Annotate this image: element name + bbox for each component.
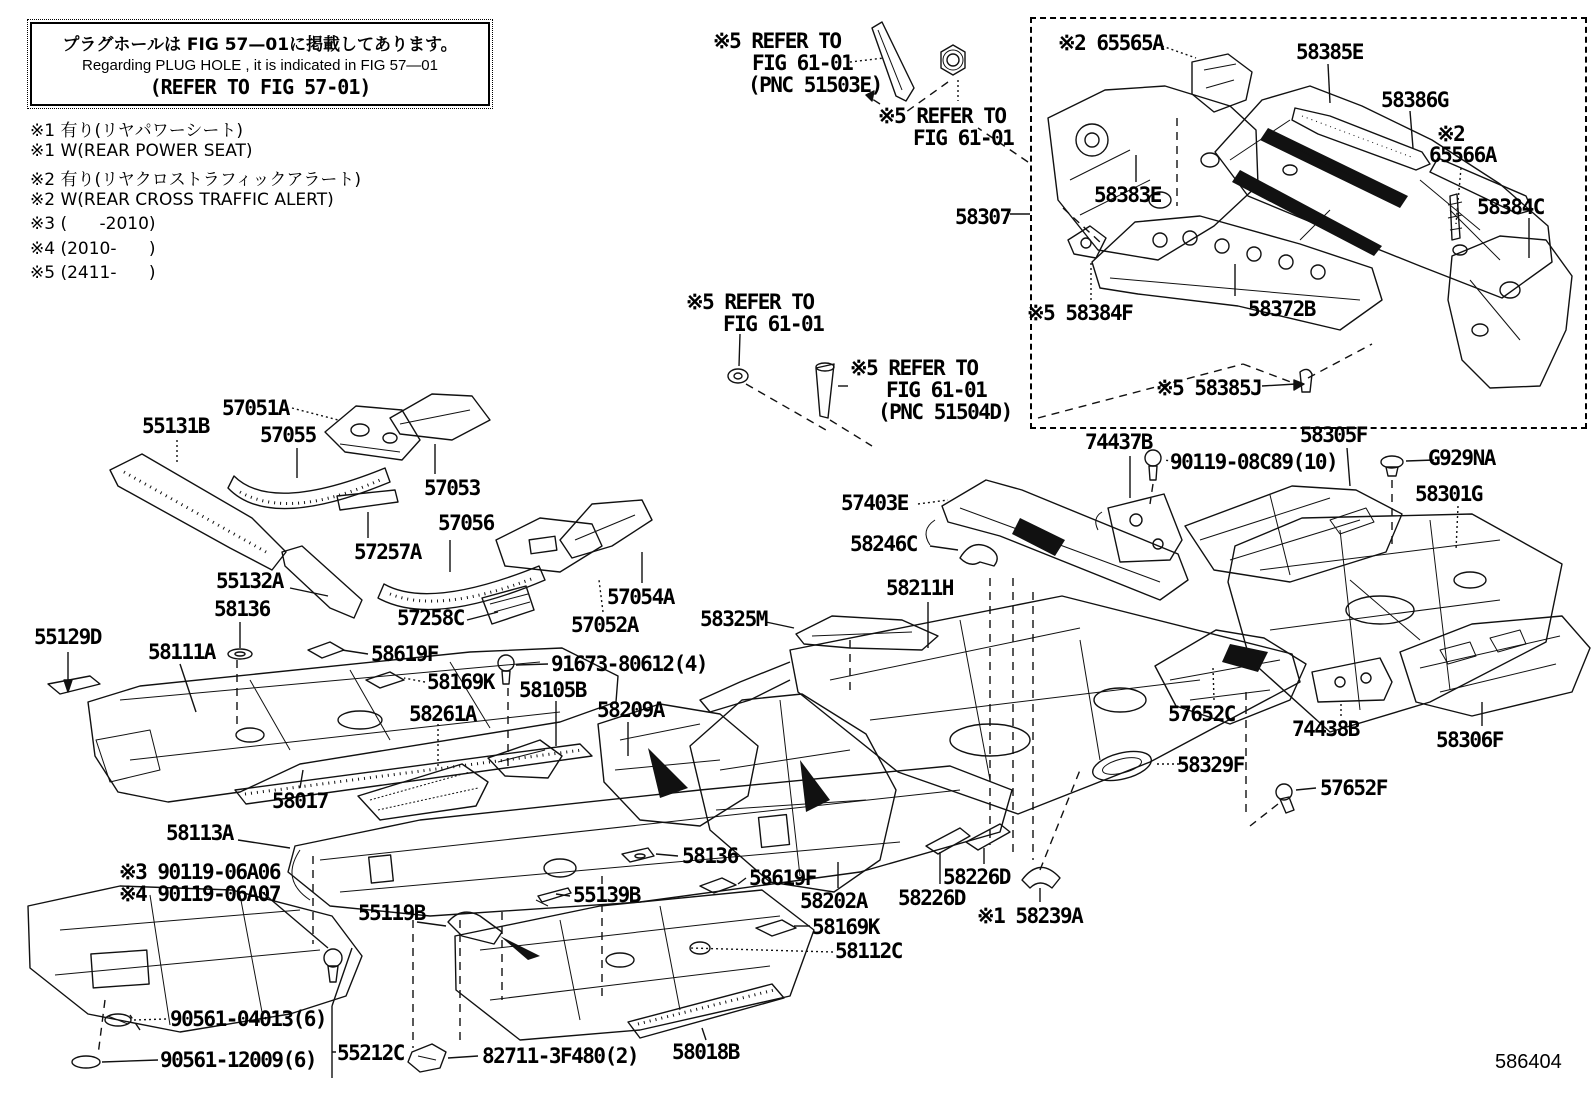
washer-58136-b xyxy=(622,848,654,862)
part-label-58136: 58136 xyxy=(214,597,270,621)
part-label-5-58385j: ※5 58385J xyxy=(1156,376,1262,400)
front-floor-pan-58111a xyxy=(88,648,618,802)
part-label-57051a: 57051A xyxy=(222,396,289,420)
strip-58226d-a xyxy=(926,828,970,854)
rail-55131b xyxy=(110,454,286,570)
clip-58169k-b xyxy=(756,920,796,936)
part-label-57055: 57055 xyxy=(260,423,316,447)
part-label-55129d: 55129D xyxy=(34,625,101,649)
floor-pan-58112c xyxy=(455,890,814,1040)
part-label-2: ※2 xyxy=(1437,122,1465,146)
bracket-58261a xyxy=(358,764,488,820)
part-label-5-58384f: ※5 58384F xyxy=(1027,301,1133,325)
sill-strip-58018b xyxy=(628,984,784,1038)
part-label-57052a: 57052A xyxy=(571,613,638,637)
rear-floor-pan-58301g xyxy=(1228,514,1562,732)
note-refer: (REFER TO FIG 57-01) xyxy=(149,75,371,99)
bracket-74438b xyxy=(1312,658,1392,702)
clip-82711 xyxy=(408,1044,446,1072)
part-label-58386g: 58386G xyxy=(1381,88,1448,112)
part-label-58105b: 58105B xyxy=(519,678,586,702)
part-label-58384c: 58384C xyxy=(1477,195,1544,219)
part-label-55132a: 55132A xyxy=(216,569,283,593)
part-label-pnc-51504d: (PNC 51504D) xyxy=(878,400,1012,424)
part-label-58385e: 58385E xyxy=(1296,40,1363,64)
part-label-58017: 58017 xyxy=(272,789,328,813)
panel-57258c xyxy=(482,586,534,624)
strip-58226d-b xyxy=(966,824,1010,850)
part-label-57257a: 57257A xyxy=(354,540,421,564)
shield-58209a xyxy=(598,704,758,826)
part-label-5-refer-to: ※5 REFER TO xyxy=(878,104,1006,128)
part-label-58372b: 58372B xyxy=(1248,297,1315,321)
part-label-90119-08c89-10: 90119-08C89(10) xyxy=(1170,450,1338,474)
footnote-line: ※5 (2411- ) xyxy=(30,263,156,283)
part-label-57403e: 57403E xyxy=(841,491,908,515)
pin-pnc51504d xyxy=(816,363,834,418)
part-label-58226d: 58226D xyxy=(898,886,965,910)
panel-58306f xyxy=(1400,616,1590,716)
clip-55139b xyxy=(536,888,571,906)
clip-58246c xyxy=(960,545,997,566)
part-label-58111a: 58111A xyxy=(148,640,215,664)
part-label-fig-61-01: FIG 61-01 xyxy=(752,51,853,75)
part-label-58325m: 58325M xyxy=(700,607,767,631)
clip-58619f-a xyxy=(308,642,344,658)
part-label-58169k: 58169K xyxy=(812,915,879,939)
washer-90561-12009 xyxy=(72,1056,100,1068)
bracket-57051a xyxy=(325,406,420,460)
panel-57053 xyxy=(390,394,490,440)
part-label-1-58239a: ※1 58239A xyxy=(977,904,1083,928)
part-label-3-90119-06a06: ※3 90119-06A06 xyxy=(119,860,280,884)
part-label-57652f: 57652F xyxy=(1320,776,1387,800)
nut-icon xyxy=(941,45,965,75)
footnote-line: ※4 (2010- ) xyxy=(30,238,156,259)
part-label-91673-80612-4: 91673-80612(4) xyxy=(551,652,708,676)
part-label-74438b: 74438B xyxy=(1292,717,1359,741)
part-label-58113a: 58113A xyxy=(166,821,233,845)
footnote-line: ※2 有り(リヤクロストラフィックアラート) xyxy=(30,170,362,190)
bolt-91673 xyxy=(498,655,514,684)
strip-58325m xyxy=(796,616,938,650)
washer-refer-61-01 xyxy=(728,369,748,383)
washer-58136-a xyxy=(228,649,252,659)
footnote-legend xyxy=(30,116,361,288)
part-label-g929na: G929NA xyxy=(1428,446,1495,470)
rail-57055 xyxy=(228,468,390,509)
plug-58239a xyxy=(1022,867,1060,888)
part-label-58307: 58307 xyxy=(955,205,1011,229)
part-label-58202a: 58202A xyxy=(800,889,867,913)
part-label-58169k: 58169K xyxy=(427,670,494,694)
part-label-5-refer-to: ※5 REFER TO xyxy=(713,29,841,53)
part-label-58018b: 58018B xyxy=(672,1040,739,1064)
part-label-58306f: 58306F xyxy=(1436,728,1503,752)
part-label-58226d: 58226D xyxy=(943,865,1010,889)
bracket-57257a xyxy=(337,490,398,510)
bracket-74437b xyxy=(1096,494,1182,562)
footnote-line: ※1 W(REAR POWER SEAT) xyxy=(30,140,253,161)
footnote-line: ※1 有り(リヤパワーシート) xyxy=(30,121,244,141)
part-label-58209a: 58209A xyxy=(597,698,664,722)
part-label-58246c: 58246C xyxy=(850,532,917,556)
part-label-57054a: 57054A xyxy=(607,585,674,609)
bolt-90119-06a06 xyxy=(324,949,342,982)
rail-57054a xyxy=(560,500,652,558)
part-label-58619f: 58619F xyxy=(749,866,816,890)
part-label-57652c: 57652C xyxy=(1168,702,1235,726)
strip-55132a xyxy=(282,546,362,618)
pad-58329f xyxy=(1090,746,1155,786)
part-label-5-refer-to: ※5 REFER TO xyxy=(850,356,978,380)
part-label-58619f: 58619F xyxy=(371,642,438,666)
part-label-58261a: 58261A xyxy=(409,702,476,726)
footnote-line: ※2 W(REAR CROSS TRAFFIC ALERT) xyxy=(30,189,334,210)
part-label-55119b: 55119B xyxy=(358,901,425,925)
part-label-58383e: 58383E xyxy=(1094,183,1161,207)
bracket-58105b xyxy=(488,740,562,778)
part-label-90561-12009-6: 90561-12009(6) xyxy=(160,1048,317,1072)
part-label-58112c: 58112C xyxy=(835,939,902,963)
part-label-58305f: 58305F xyxy=(1300,423,1367,447)
part-label-58329f: 58329F xyxy=(1177,753,1244,777)
part-label-58136: 58136 xyxy=(682,844,738,868)
bolt-57652f xyxy=(1276,784,1294,813)
part-label-58211h: 58211H xyxy=(886,576,953,600)
bracket-57052a xyxy=(496,518,602,572)
washer-90561-04013 xyxy=(105,1014,131,1026)
plug-hole-note-box xyxy=(30,22,490,106)
part-label-fig-61-01: FIG 61-01 xyxy=(723,312,824,336)
part-label-82711-3f480-2: 82711-3F480(2) xyxy=(482,1044,639,1068)
part-label-fig-61-01: FIG 61-01 xyxy=(886,378,987,402)
bolt-90119-08c89 xyxy=(1145,450,1161,480)
bracket-55129d xyxy=(48,676,100,694)
part-label-5-refer-to: ※5 REFER TO xyxy=(686,290,814,314)
panel-58305f xyxy=(1185,486,1402,582)
footnote-line: ※3 ( -2010) xyxy=(30,214,156,234)
bracket-55119b xyxy=(448,912,540,960)
note-english: Regarding PLUG HOLE , it is indicated in FIG 57—01 xyxy=(81,57,438,74)
part-label-57053: 57053 xyxy=(424,476,480,500)
part-label-fig-61-01: FIG 61-01 xyxy=(913,126,1014,150)
part-label-58301g: 58301G xyxy=(1415,482,1482,506)
note-japanese: プラグホールは FIG 57—01に掲載してあります。 xyxy=(62,35,458,55)
part-label-pnc-51503e: (PNC 51503E) xyxy=(748,73,882,97)
part-label-74437b: 74437B xyxy=(1085,430,1152,454)
assembly-group-box xyxy=(1030,17,1587,429)
figure-code: 586404 xyxy=(1495,1051,1562,1073)
plug-g929na xyxy=(1381,456,1403,476)
part-label-55212c: 55212C xyxy=(337,1041,404,1065)
part-label-90561-04013-6: 90561-04013(6) xyxy=(170,1007,327,1031)
part-label-55131b: 55131B xyxy=(142,414,209,438)
part-label-2-65565a: ※2 65565A xyxy=(1058,31,1164,55)
part-label-55139b: 55139B xyxy=(573,883,640,907)
part-label-4-90119-06a07: ※4 90119-06A07 xyxy=(119,882,280,906)
part-label-65566a: 65566A xyxy=(1429,143,1496,167)
part-label-57258c: 57258C xyxy=(397,606,464,630)
part-label-57056: 57056 xyxy=(438,511,494,535)
